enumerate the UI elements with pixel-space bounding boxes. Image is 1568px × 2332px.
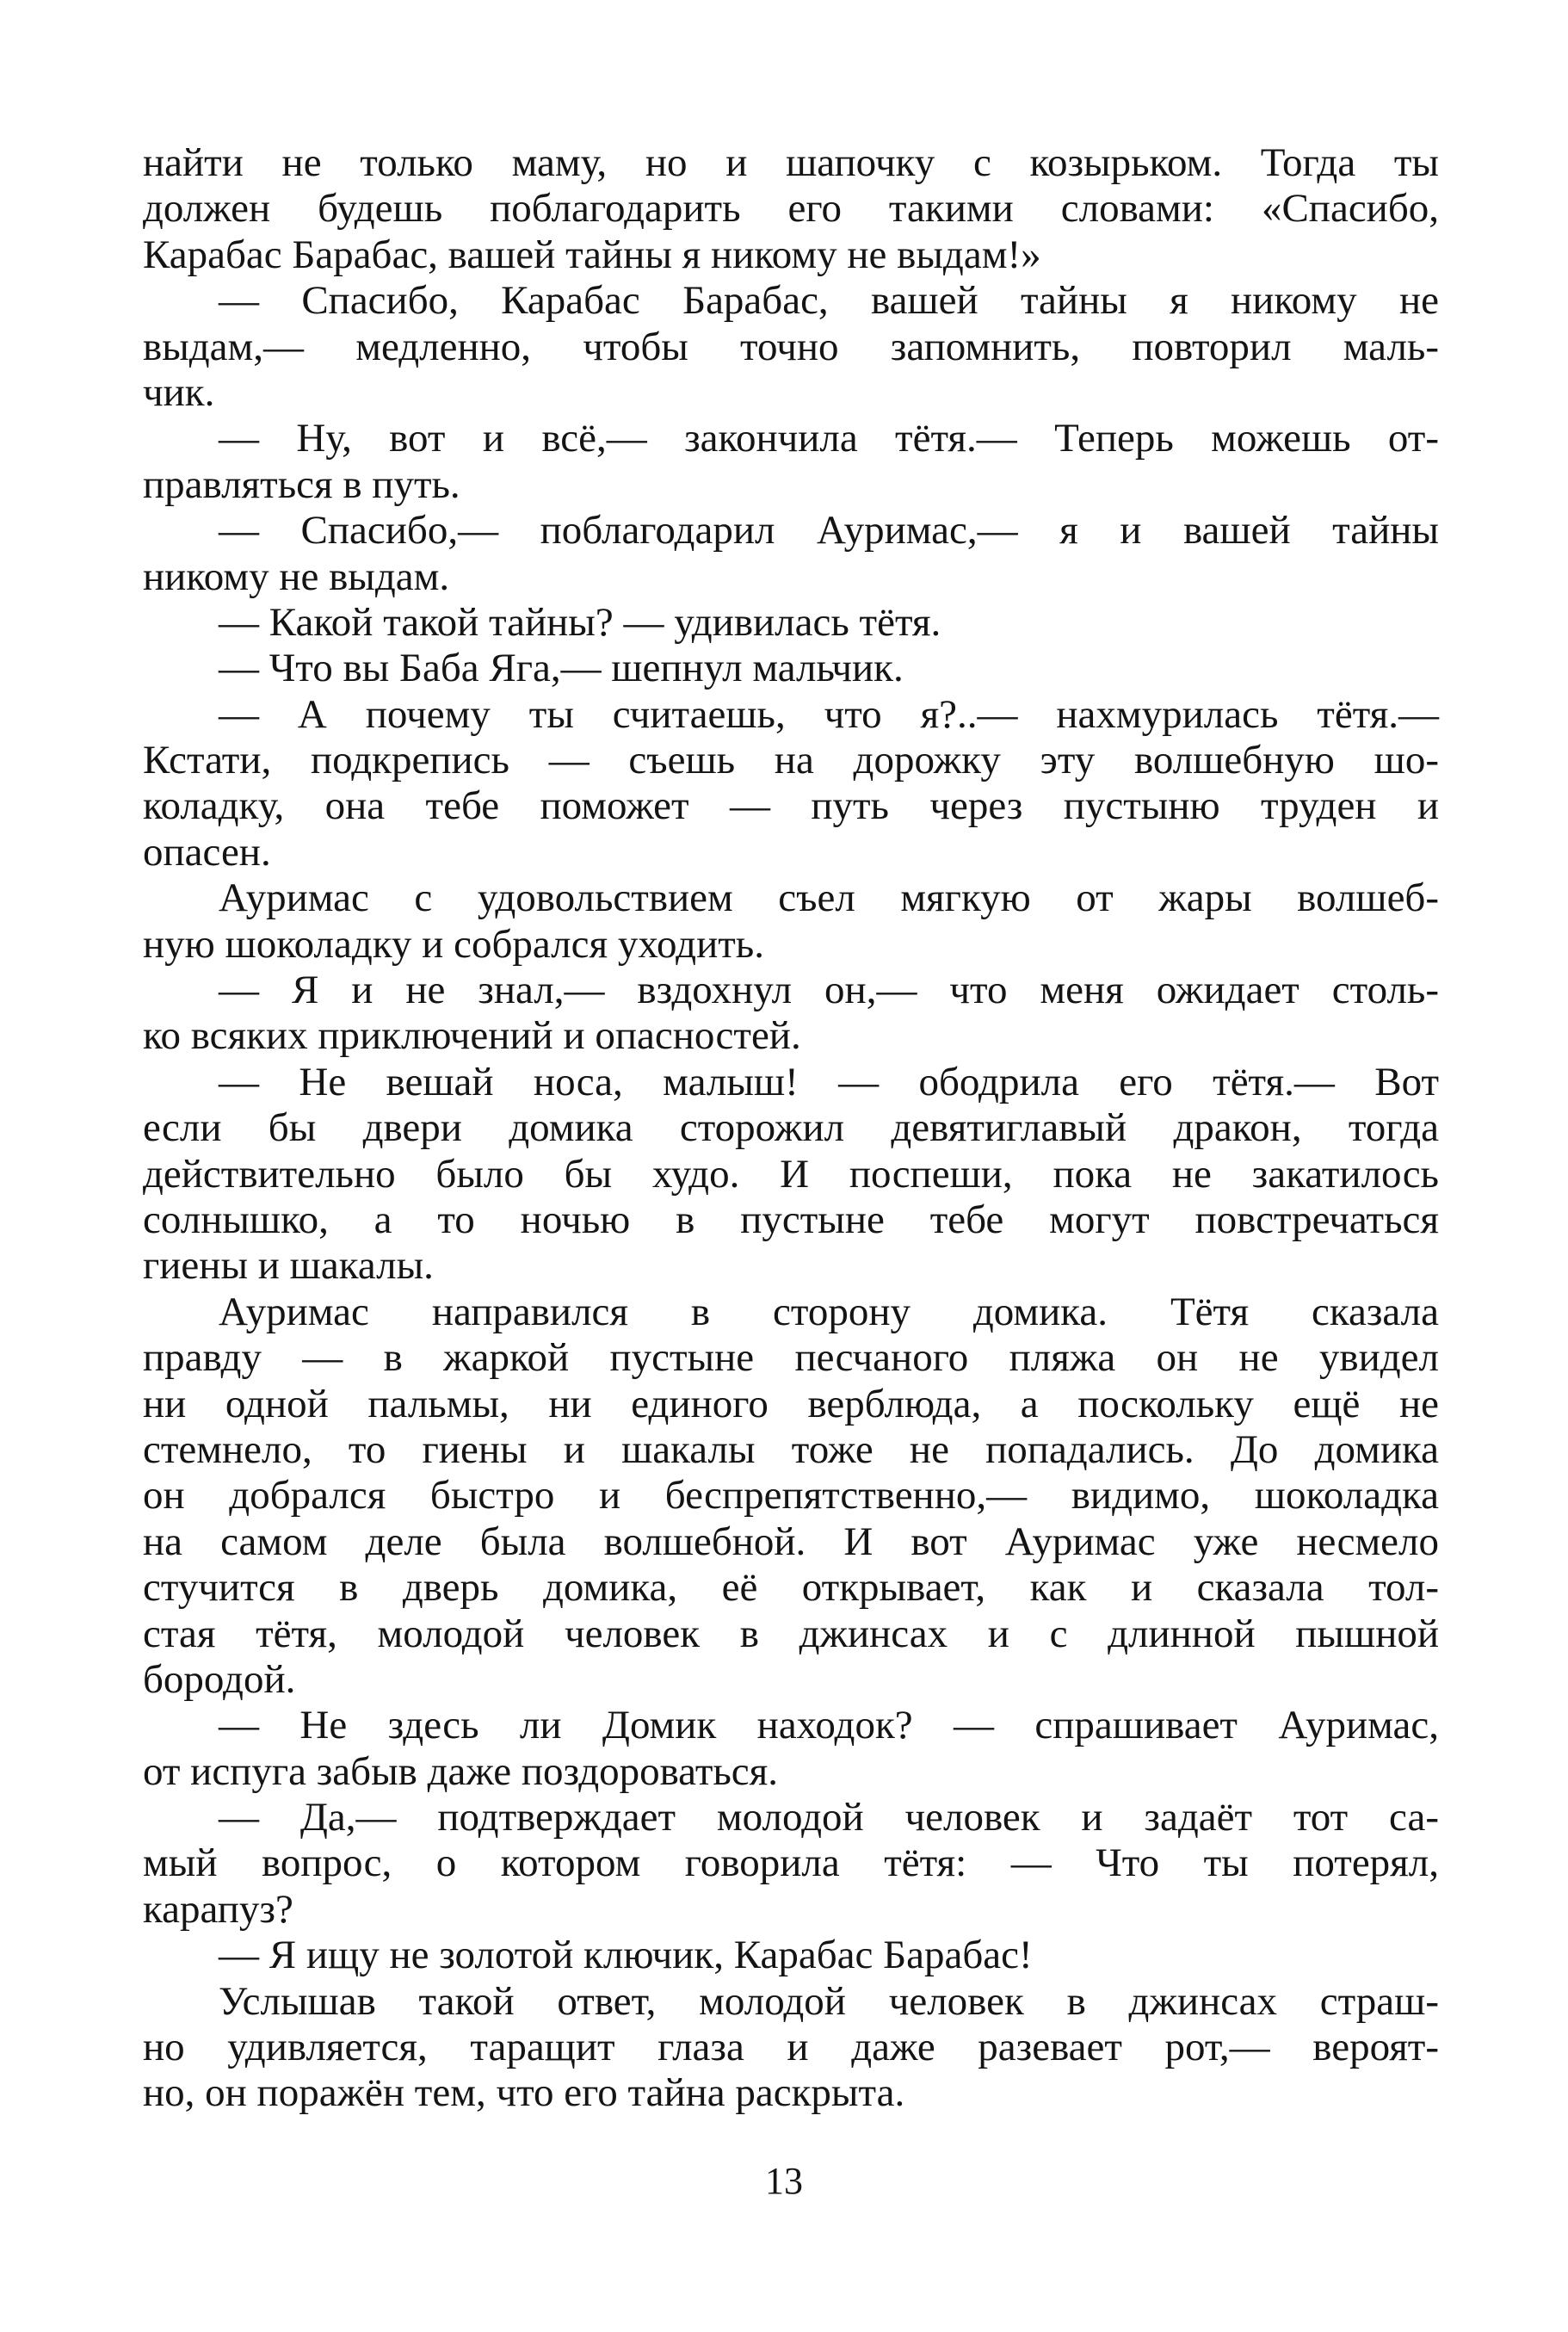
text-line: — Да,— подтверждает молодой человек и задаёт тот са- — [219, 1795, 1439, 1840]
text-line: — Не вешай носа, малыш! — ободрила его тётя.— Вот — [219, 1059, 1439, 1104]
text-line: Ауримас с удовольствием съел мягкую от жары волшеб- — [219, 875, 1439, 921]
text-line: — Что вы Баба Яга,— шепнул мальчик. — [219, 646, 904, 691]
text-line: опасен. — [143, 829, 271, 875]
text-line: никому не выдам. — [143, 554, 450, 599]
text-line: — А почему ты считаешь, что я?..— нахмурилась тётя.— — [219, 691, 1439, 737]
text-line: ко всяких приключений и опасностей. — [143, 1013, 801, 1059]
text-line: — Я ищу не золотой ключик, Карабас Барабас! — [219, 1933, 1033, 1978]
text-line: — Ну, вот и всё,— закончила тётя.— Теперь можешь от- — [219, 416, 1439, 461]
text-line: ни одной пальмы, ни единого верблюда, а поскольку ещё не — [143, 1381, 1439, 1426]
text-line: — Не здесь ли Домик находок? — спрашивает Ауримас, — [219, 1703, 1439, 1748]
text-line: действительно было бы худо. И поспеши, пока не закатилось — [143, 1151, 1439, 1197]
text-line: — Спасибо, Карабас Барабас, вашей тайны я никому не — [219, 278, 1439, 324]
text-line: коладку, она тебе поможет — путь через пустыню труден и — [143, 783, 1439, 829]
text-line: выдам,— медленно, чтобы точно запомнить, повторил маль- — [143, 324, 1439, 369]
text-line: Ауримас направился в сторону домика. Тётя сказала — [219, 1289, 1439, 1334]
text-line: но, он поражён тем, что его тайна раскрыта. — [143, 2070, 905, 2116]
text-line: Услышав такой ответ, молодой человек в джинсах страш- — [219, 1978, 1439, 2024]
text-line: гиены и шакалы. — [143, 1243, 434, 1289]
text-line: стучится в дверь домика, её открывает, как и сказала тол- — [143, 1565, 1439, 1611]
text-line: чик. — [143, 369, 215, 415]
text-line: Карабас Барабас, вашей тайны я никому не выдам!» — [143, 232, 1041, 277]
text-line: на самом деле была волшебной. И вот Ауримас уже несмело — [143, 1519, 1439, 1564]
text-line: — Я и не знал,— вздохнул он,— что меня ожидает столь- — [219, 968, 1439, 1013]
text-line: — Какой такой тайны? — удивилась тётя. — [219, 599, 941, 645]
text-line: карапуз? — [143, 1886, 293, 1932]
text-line: мый вопрос, о котором говорила тётя: — Что ты потерял, — [143, 1840, 1439, 1886]
text-line: найти не только маму, но и шапочку с козырьком. Тогда ты — [143, 140, 1439, 185]
text-line: стемнело, то гиены и шакалы тоже не попадались. До домика — [143, 1426, 1439, 1472]
page-number: 13 — [765, 2160, 803, 2202]
text-line: он добрался быстро и беспрепятственно,— видимо, шоколадка — [143, 1473, 1439, 1519]
text-line: от испуга забыв даже поздороваться. — [143, 1748, 779, 1794]
text-line: правляться в путь. — [143, 461, 460, 507]
text-line: если бы двери домика сторожил девятиглавый дракон, тогда — [143, 1105, 1439, 1151]
text-line: Кстати, подкрепись — съешь на дорожку эту волшебную шо- — [143, 738, 1439, 783]
text-line: стая тётя, молодой человек в джинсах и с длинной пышной — [143, 1611, 1439, 1656]
text-line: солнышко, а то ночью в пустыне тебе могут повстречаться — [143, 1197, 1439, 1242]
text-line: бородой. — [143, 1656, 296, 1702]
text-line: должен будешь поблагодарить его такими словами: «Спасибо, — [143, 186, 1439, 232]
text-line: ную шоколадку и собрался уходить. — [143, 921, 764, 967]
text-line: но удивляется, таращит глаза и даже разевает рот,— вероят- — [143, 2025, 1439, 2070]
text-line: правду — в жаркой пустыне песчаного пляжа он не увидел — [143, 1335, 1439, 1381]
body-text — [143, 140, 1439, 2117]
text-line: — Спасибо,— поблагодарил Ауримас,— я и вашей тайны — [219, 508, 1439, 554]
